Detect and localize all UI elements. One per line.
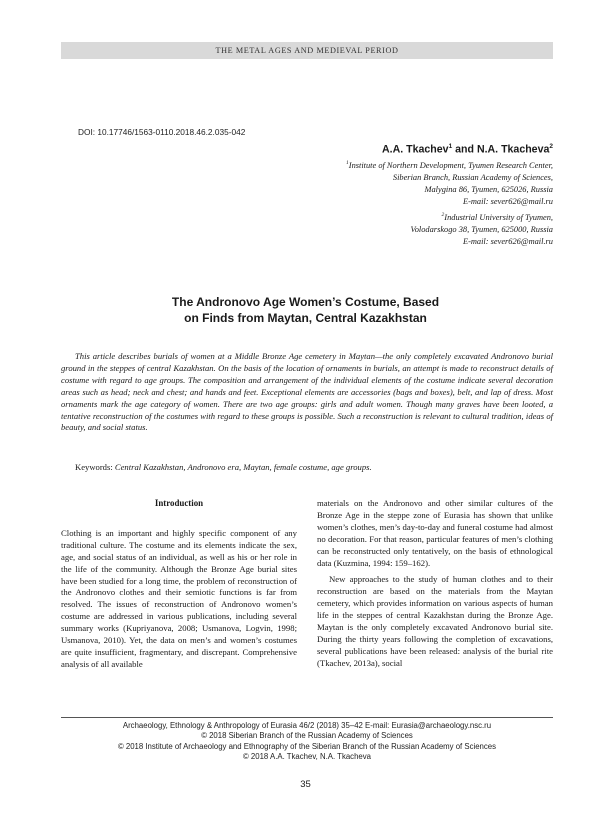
author-2-name: N.A. Tkacheva <box>476 143 550 156</box>
section-title: THE METAL AGES AND MEDIEVAL PERIOD <box>215 46 399 55</box>
affiliation-2-line1 <box>293 209 553 224</box>
section-header-bar <box>61 42 553 59</box>
footer-divider <box>61 717 553 718</box>
footer-copyright-1: © 2018 Siberian Branch of the Russian Academy of Sciences <box>201 731 413 741</box>
article-title <box>80 294 531 326</box>
page-number: 35 <box>300 779 311 790</box>
affiliation-1-line1 <box>293 157 553 172</box>
author-1-sup: 1 <box>448 143 453 150</box>
authors <box>382 143 553 156</box>
affiliations <box>293 157 553 248</box>
right-column <box>317 498 553 670</box>
article-title-line1: The Andronovo Age Women’s Costume, Based <box>171 295 440 309</box>
affiliation-2-line1-text: Industrial University of Tyumen, <box>444 212 553 222</box>
footer <box>61 721 553 763</box>
author-2-sup: 2 <box>549 143 553 150</box>
doi: DOI: 10.17746/1563-0110.2018.46.2.035-042 <box>78 127 246 137</box>
keywords-text: Central Kazakhstan, Andronovo era, Maytan, female costume, age groups. <box>114 462 372 472</box>
author-1-name: A.A. Tkachev <box>382 143 449 156</box>
affiliation-1-line2: Siberian Branch, Russian Academy of Sciences, <box>392 173 553 182</box>
affiliation-1-sup: 1 <box>346 160 349 166</box>
affiliation-2-sup: 2 <box>441 211 445 218</box>
footer-copyright-2: © 2018 Institute of Archaeology and Ethnography of the Siberian Branch of the Russian Academy of Sciences <box>117 741 497 751</box>
left-column <box>61 498 297 671</box>
left-paragraph-1: Clothing is an important and highly specific component of any traditional culture. The costume and its elements indicate the sex, age, and social status of an individual, as well as his or her role in the life of the community. Although the Bronze Age burial sites have been studied for a long time, the problem of reconstruction of the Andronovo clothes and their semiotic functions is far from resolved. The issues of reconstruction of Andronovo women’s costume are addressed in various publications, including several summary works (Kupriyanova, 2008; Usmanova, Logvin, 1998; Usmanova, 2010). Yet, the data on men’s and women’s costumes are quite insufficient, fragmentary, and discrepant. Comprehensive analysis of all available <box>61 527 297 669</box>
affiliation-1-email: E-mail: sever626@mail.ru <box>462 197 553 207</box>
right-paragraph-1: materials on the Andronovo and other similar cultures of the Bronze Age in the steppe zone of Eurasia has shown that unlike women’s clothes, men’s day-to-day and funeral costume had almost no decoration. For that reason, particular features of men’s clothing can be reconstructed only tentatively, on the basis of ethnological data (Kuzmina, 1994: 159–162). <box>317 498 553 568</box>
affiliation-1-line3: Malygina 86, Tyumen, 625026, Russia <box>424 185 553 195</box>
footer-copyright-3: © 2018 A.A. Tkachev, N.A. Tkacheva <box>243 752 371 762</box>
authors-and: and <box>452 143 477 156</box>
right-paragraph-2: New approaches to the study of human clothes and to their reconstruction are based on the materials from the Maytan cemetery, which provides information on various aspects of human life in the steppes of central Kazakhstan during the Bronze Age. Maytan is the only completely excavated Andronovo burial site. During the thirty years following the completion of excavations, several publications have been released: analysis of the burial rite (Tkachev, 2013a), social <box>317 574 553 668</box>
keywords <box>75 462 553 474</box>
keywords-label: Keywords: <box>75 462 115 472</box>
abstract: This article describes burials of women at a Middle Bronze Age cemetery in Maytan—the only completely excavated Andronovo burial ground in the steppes of central Kazakhstan. On the basis of the location of ornaments in burials, an attempt is made to reconstruct details of costume with regard to age groups. The composition and arrangement of the individual elements of the costume indicate several decoration areas such as head; neck and chest; and hands and feet. Exceptional elements are accessories (bags and boxes), belt, and lap of dress. Most ornaments mark the age category of women. There are two age groups: girls and adult women. Though many graves have been looted, a tentative reconstruction of the costumes with regard to these groups is possible. Such a reconstruction is relevant to cultural tradition, ideas of beauty, and social status. <box>61 351 553 433</box>
section-heading-introduction: Introduction <box>154 498 204 508</box>
article-title-line2: on Finds from Maytan, Central Kazakhstan <box>184 311 427 325</box>
affiliation-1-line1-text: Institute of Northern Development, Tyumen Research Center, <box>348 160 553 170</box>
footer-journal-line: Archaeology, Ethnology & Anthropology of Eurasia 46/2 (2018) 35–42 E-mail: Eurasia@archaeology.nsc.ru <box>122 721 492 730</box>
affiliation-2-email: E-mail: sever626@mail.ru <box>462 236 553 246</box>
affiliation-2-line2: Volodarskogo 38, Tyumen, 625000, Russia <box>410 224 553 234</box>
